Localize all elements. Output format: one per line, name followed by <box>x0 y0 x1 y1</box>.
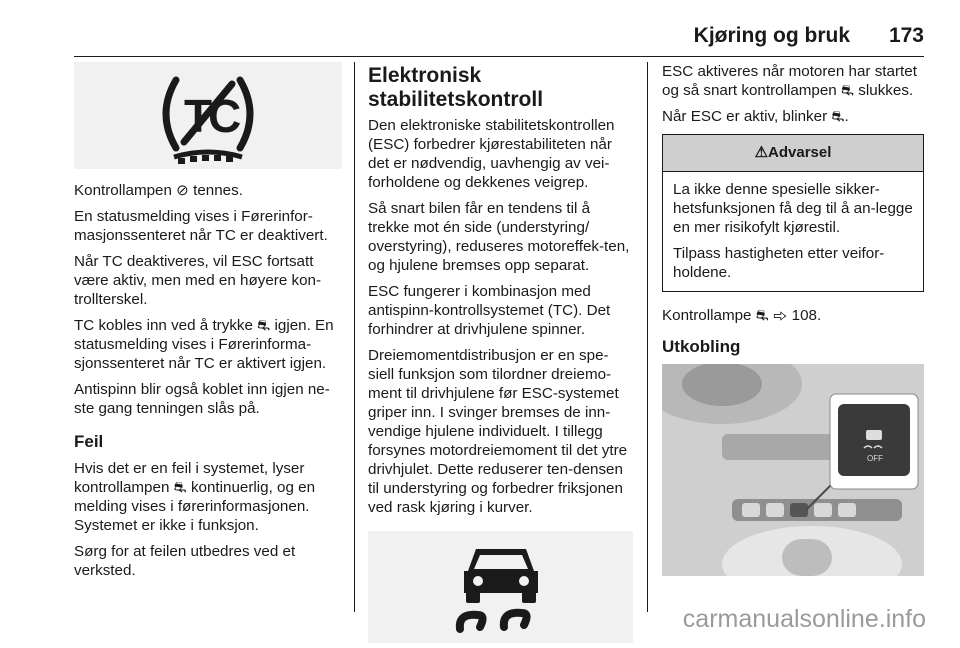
paragraph: Dreiemomentdistribusjon er en spe-siell funksjon som tilordner dreiemo-ment til drivhjulene før ESC-systemet griper inn. I svinger bremses de inn-vendige hjulene individuelt. I tillegg forsynes motordreiemoment til det ytre drivhjulet. Dette reduserer ten-densen til understyring og forbedrer friksjonen ved rask kjøring i kurver. <box>368 347 628 516</box>
paragraph: Den elektroniske stabilitetskontrollen (ESC) forbedrer kjørestabiliteten når det er nødvendig, uavhengig av vei-forholdene og dekkenes veigrep. <box>368 117 615 191</box>
section-heading-utkobling: Utkobling <box>662 337 741 356</box>
page-header <box>0 0 960 58</box>
column-left <box>74 62 342 587</box>
column-middle <box>368 64 633 643</box>
svg-text:C: C <box>208 90 242 142</box>
paragraph: En statusmelding vises i Førerinfor-masjonssenteret når TC er deaktivert. <box>74 208 328 244</box>
paragraph: Antispinn blir også koblet inn igjen ne-ste gang tenningen slås på. <box>74 381 330 417</box>
paragraph: Kontrollampe ⛐ ⇨ 108. <box>662 307 822 324</box>
column-divider <box>647 62 648 612</box>
paragraph: Sørg for at feilen utbedres ved et verksted. <box>74 543 296 579</box>
page-number: 173 <box>888 24 924 47</box>
paragraph: Kontrollampen ⊘ tennes. <box>74 182 243 199</box>
paragraph: Når TC deaktiveres, vil ESC fortsatt være aktiv, men med en høyere kon-trollterskel. <box>74 253 322 308</box>
column-right <box>662 62 924 576</box>
warning-box <box>662 134 924 292</box>
paragraph: Så snart bilen får en tendens til å trekke mot én side (understyring/ overstyring), reduseres motoreffek-ten, og hjulene bremses opp separat. <box>368 200 630 274</box>
center-console-illustration <box>662 364 924 576</box>
column-divider <box>354 62 355 612</box>
running-title: Kjøring og bruk <box>693 24 850 47</box>
paragraph: Hvis det er en feil i systemet, lyser kontrollampen ⛐ kontinuerlig, og en melding vises i førerinformasjonen. Systemet er ikke i funksjon. <box>74 460 316 534</box>
paragraph: ESC aktiveres når motoren har startet og så snart kontrollampen ⛐ slukkes. <box>662 63 917 99</box>
warning-text: La ikke denne spesielle sikker-hetsfunksjonen få deg til å an-legge en mer risikofylt kjørestil. <box>673 181 913 236</box>
esc-symbol-figure <box>368 531 633 643</box>
tc-off-symbol-figure <box>74 62 342 169</box>
esc-skidding-car-icon <box>368 531 633 643</box>
paragraph: Når ESC er aktiv, blinker ⛐. <box>662 108 849 125</box>
paragraph: ESC fungerer i kombinasjon med antispinn-kontrollsystemet (TC). Det forhindrer at drivhjulene spinner. <box>368 283 611 338</box>
traction-control-off-icon <box>74 62 342 169</box>
paragraph: TC kobles inn ved å trykke ⛐ igjen. En statusmelding vises i Førerinforma-sjonssenteret når TC er aktivert igjen. <box>74 317 334 372</box>
watermark: carmanualsonline.info <box>682 605 926 633</box>
off-button-label: OFF <box>867 454 883 463</box>
svg-text:T: T <box>184 90 213 142</box>
warning-title: ⚠Advarsel <box>663 135 923 172</box>
section-heading-feil: Feil <box>74 432 104 451</box>
warning-text: Tilpass hastigheten etter veifor-holdene. <box>673 245 885 281</box>
console-photo <box>662 364 924 576</box>
header-rule <box>74 56 924 57</box>
section-heading-esc: Elektronisk stabilitetskontroll <box>368 64 544 111</box>
